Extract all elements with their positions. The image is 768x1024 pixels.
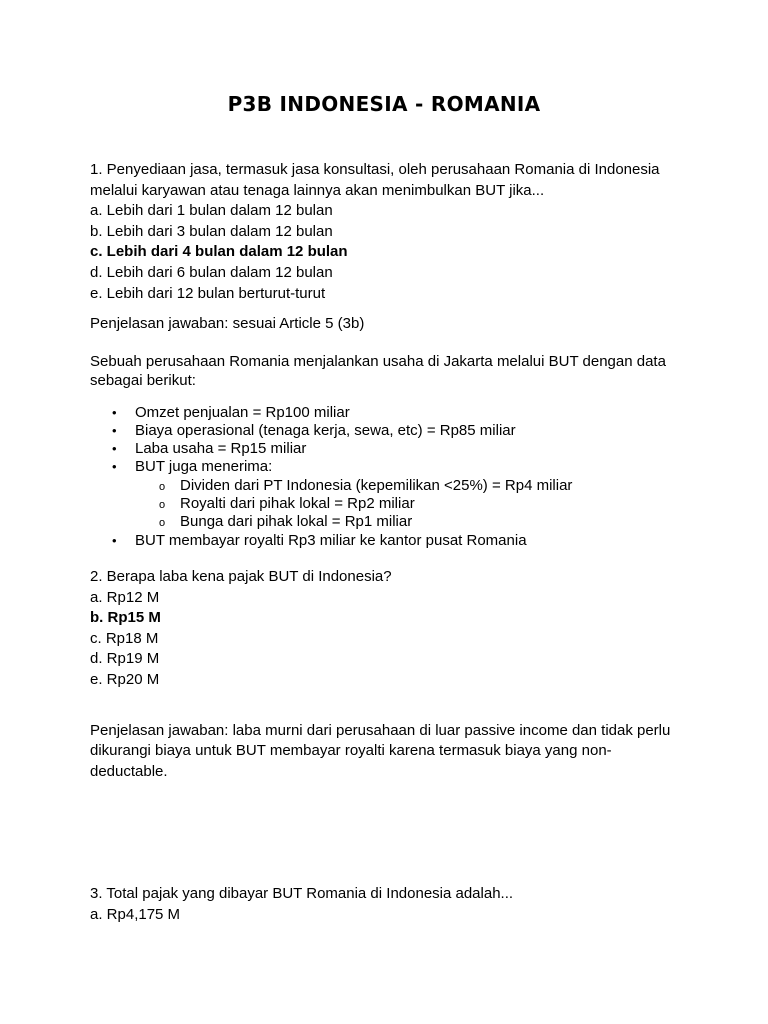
list-item-with-sublist [90, 458, 680, 531]
list-item: • Laba usaha = Rp15 miliar [90, 440, 680, 458]
sub-list-item: o Bunga dari pihak lokal = Rp1 miliar [135, 513, 680, 531]
question-1 [90, 160, 680, 304]
list-item-label: BUT juga menerima: [135, 458, 273, 476]
q2-option-c: c. Rp18 M [90, 629, 159, 647]
list-item: • Omzet penjualan = Rp100 miliar [90, 404, 680, 422]
q1-option-e: e. Lebih dari 12 bulan berturut-turut [90, 284, 326, 302]
question-1-text-line-2: melalui karyawan atau tenaga lainnya akan menimbulkan BUT jika... [90, 181, 545, 199]
q2-option-a: a. Rp12 M [90, 588, 160, 606]
q2-explanation-line-1: Penjelasan jawaban: laba murni dari perusahaan di luar passive income dan tidak perlu [90, 721, 671, 739]
q1-option-c-correct: c. Lebih dari 4 bulan dalam 12 bulan [90, 243, 348, 261]
q1-explanation: Penjelasan jawaban: sesuai Article 5 (3b) [90, 315, 365, 333]
case-description [90, 352, 680, 390]
q2-option-d: d. Rp19 M [90, 650, 160, 668]
q2-explanation-line-2: dikurangi biaya untuk BUT membayar royalti karena termasuk biaya yang non- [90, 742, 612, 760]
q3-option-a: a. Rp4,175 M [90, 905, 181, 923]
list-item: • Biaya operasional (tenaga kerja, sewa, etc) = Rp85 miliar [90, 422, 680, 440]
q2-explanation-line-3: deductable. [90, 762, 168, 780]
q1-option-a: a. Lebih dari 1 bulan dalam 12 bulan [90, 202, 333, 220]
question-2 [90, 567, 680, 691]
q2-option-e: e. Rp20 M [90, 670, 160, 688]
question-3-text: 3. Total pajak yang dibayar BUT Romania di Indonesia adalah... [90, 885, 514, 903]
q1-option-d: d. Lebih dari 6 bulan dalam 12 bulan [90, 263, 333, 281]
list-item: • BUT membayar royalti Rp3 miliar ke kantor pusat Romania [90, 532, 680, 550]
sub-list-item: o Royalti dari pihak lokal = Rp2 miliar [135, 495, 680, 513]
question-2-text: 2. Berapa laba kena pajak BUT di Indonesia? [90, 567, 392, 585]
sub-list-item: o Dividen dari PT Indonesia (kepemilikan <25%) = Rp4 miliar [135, 477, 680, 495]
q2-option-b-correct: b. Rp15 M [90, 609, 161, 627]
page-title: P3B INDONESIA - ROMANIA [227, 92, 541, 116]
question-3 [90, 884, 680, 925]
case-data-list [90, 404, 680, 550]
case-intro-line-2: sebagai berikut: [90, 371, 196, 389]
q2-explanation [90, 721, 680, 783]
question-1-text-line-1: 1. Penyediaan jasa, termasuk jasa konsultasi, oleh perusahaan Romania di Indonesia [90, 161, 660, 178]
q1-option-b: b. Lebih dari 3 bulan dalam 12 bulan [90, 222, 333, 240]
document-body [90, 160, 680, 926]
case-intro-line-1: Sebuah perusahaan Romania menjalankan usaha di Jakarta melalui BUT dengan data [90, 352, 666, 370]
sub-list [135, 477, 680, 532]
